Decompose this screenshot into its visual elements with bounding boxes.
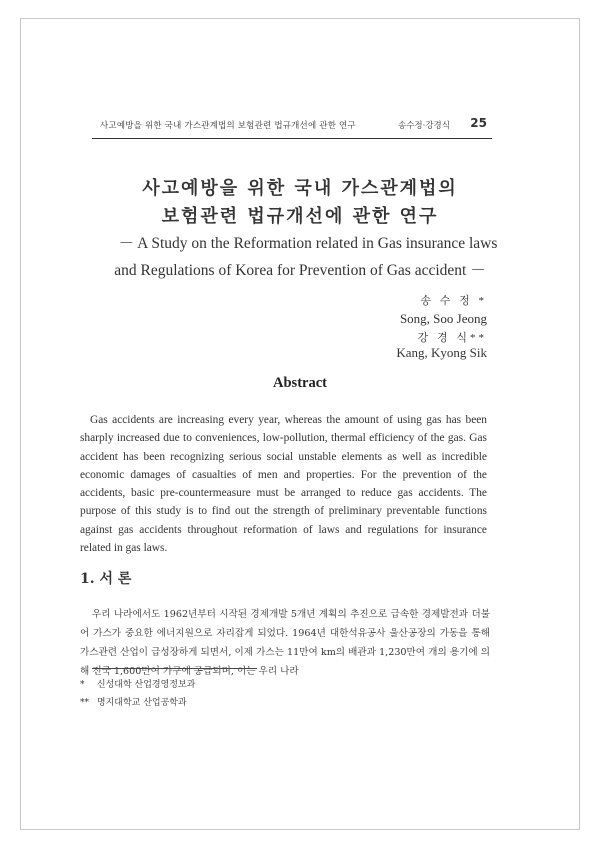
korean-title-line-2: 보험관련 법규개선에 관한 연구	[161, 206, 439, 227]
footnote-2	[80, 695, 187, 708]
section-heading-introduction: 1. 서 론	[80, 571, 132, 587]
korean-title-line-1: 사고예방을 위한 국내 가스관계법의	[142, 178, 458, 199]
footnote-2-text: 명지대학교 산업공학과	[96, 698, 187, 708]
header-rule	[92, 138, 492, 139]
english-title-line-1: － A Study on the Reformation related in Gas insurance laws	[118, 235, 498, 252]
footnote-2-mark: **	[80, 698, 89, 708]
running-header-authors: 송수정·강경식	[398, 121, 450, 131]
abstract-body: Gas accidents are increasing every year, whereas the amount of using gas has been sharply increased due to conveniences, low-pollution, thermal efficiency of the gas. Gas accident has been recognizing serious social unstable elements as well as incredible economic damages of casualties of men and properties. For the prevention of the accidents, basic pre-countermeasure must be arranged to reduce gas accidents. The purpose of this study is to find out the strength of preliminary preventable functions against gas accidents throughout reformation of laws and regulations for insurance related in gas laws.	[80, 414, 487, 555]
footnote-1	[80, 677, 195, 690]
footnote-1-text: 신성대학 산업경영정보과	[96, 680, 196, 690]
abstract-heading: Abstract	[273, 375, 327, 391]
footnote-rule	[92, 668, 257, 669]
footnote-1-mark: *	[80, 680, 85, 690]
page-number: 25	[470, 116, 487, 130]
author-2-english: Kang, Kyong Sik	[396, 345, 487, 360]
author-1-english: Song, Soo Jeong	[399, 311, 487, 326]
section-body-introduction: 우리 나라에서도 1962년부터 시작된 경제개발 5개년 계획의 추진으로 급속한 경제발전과 더불어 가스가 중요한 에너지원으로 자리잡게 되었다. 1964년 대한석유공사 울산공장의 가동을 통해 가스관련 산업이 급성장하게 되면서, 이제 가스는 11만여 km의 배관과 1,230만여 개의 용기에 의해 전국 1,600만여 가구에 공급되며, 이는 우리 나라	[80, 609, 490, 677]
author-1-korean: 송 수 정 *	[420, 295, 487, 307]
author-2-korean: 강 경 식**	[417, 332, 487, 344]
english-title-line-2: and Regulations of Korea for Prevention of Gas accident －	[114, 262, 486, 279]
running-header-title: 사고예방을 위한 국내 가스관계법의 보험관련 법규개선에 관한 연구	[100, 121, 356, 131]
